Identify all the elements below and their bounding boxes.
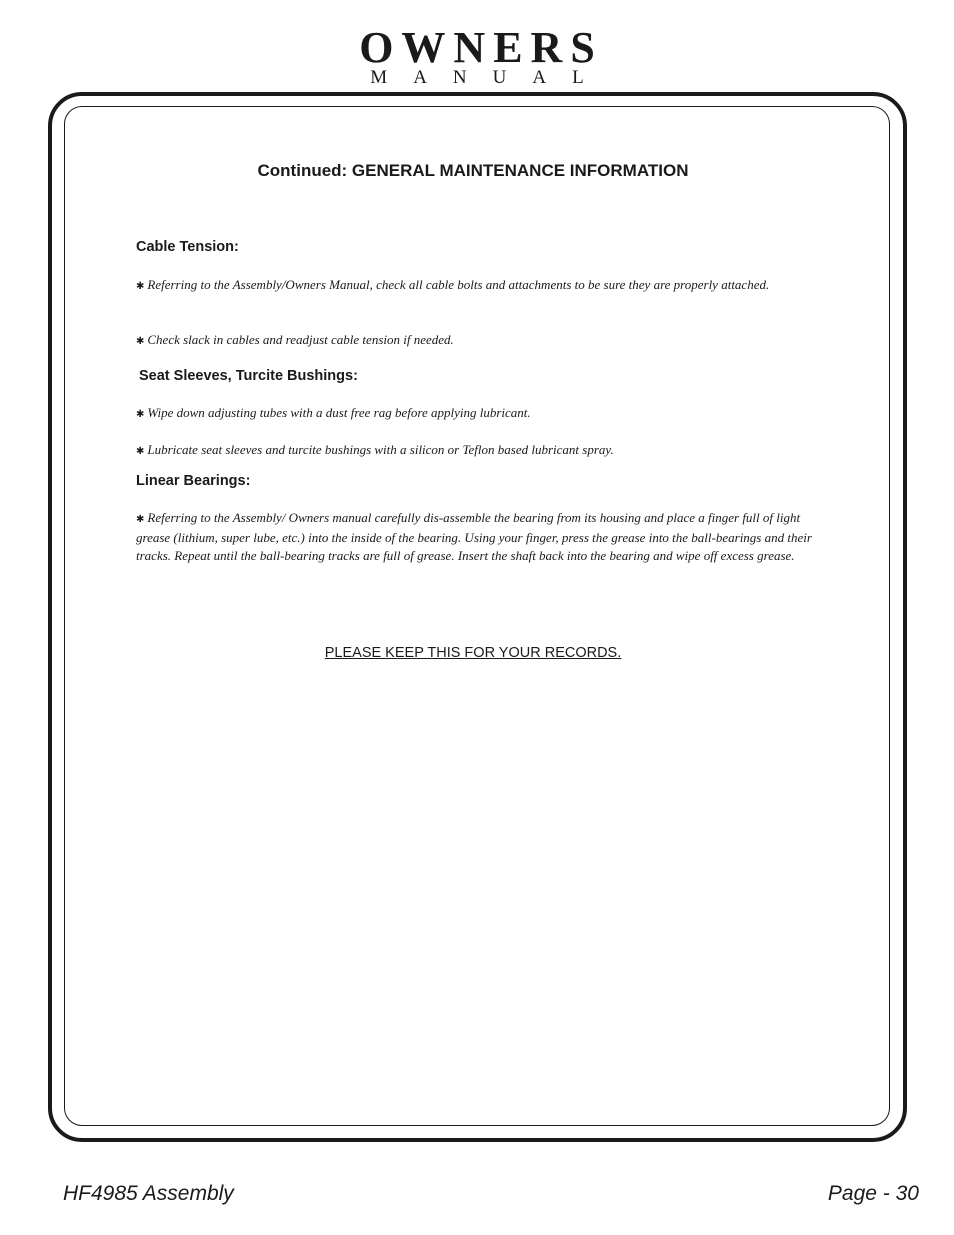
bullet-item [136, 331, 836, 351]
logo-title: OWNERS [359, 23, 603, 72]
asterisk-bullet-icon: ✱ [136, 446, 145, 457]
bullet-item [136, 441, 836, 461]
bullet-text: Lubricate seat sleeves and turcite bushings with a silicon or Teflon based lubricant spray. [147, 442, 614, 457]
page-frame-inner [64, 106, 890, 1126]
bullet-item [136, 276, 836, 296]
bullet-text: Wipe down adjusting tubes with a dust free rag before applying lubricant. [147, 405, 531, 420]
bullet-text: Check slack in cables and readjust cable tension if needed. [147, 332, 454, 347]
footer-page-number: Page - 30 [827, 1182, 919, 1205]
logo-subtitle: MANUAL [370, 67, 610, 88]
footer-model: HF4985 Assembly [63, 1182, 234, 1205]
owners-manual-logo [0, 23, 954, 88]
asterisk-bullet-icon: ✱ [136, 336, 145, 347]
bullet-text: Referring to the Assembly/Owners Manual, check all cable bolts and attachments to be sure they are properly attached. [147, 277, 770, 292]
keep-records-note: PLEASE KEEP THIS FOR YOUR RECORDS. [324, 645, 622, 661]
asterisk-bullet-icon: ✱ [136, 281, 145, 292]
bullet-item [136, 404, 836, 424]
asterisk-bullet-icon: ✱ [136, 514, 145, 525]
asterisk-bullet-icon: ✱ [136, 409, 145, 420]
section-title-linear-bearings: Linear Bearings: [136, 473, 251, 489]
bullet-item [136, 509, 836, 566]
section-title-cable-tension: Cable Tension: [136, 239, 239, 255]
page-title: Continued: GENERAL MAINTENANCE INFORMATION [257, 161, 689, 180]
section-title-seat-sleeves: Seat Sleeves, Turcite Bushings: [139, 368, 358, 384]
bullet-text: Referring to the Assembly/ Owners manual carefully dis-assemble the bearing from its housing and place a finger full of light grease (lithium, super lube, etc.) into the inside of the bearing. Using your finger, press the grease into the ball-bearings and their tracks. Repeat until the ball-bearing tracks are full of grease. Insert the shaft back into the bearing and wipe off excess grease. [136, 510, 812, 564]
